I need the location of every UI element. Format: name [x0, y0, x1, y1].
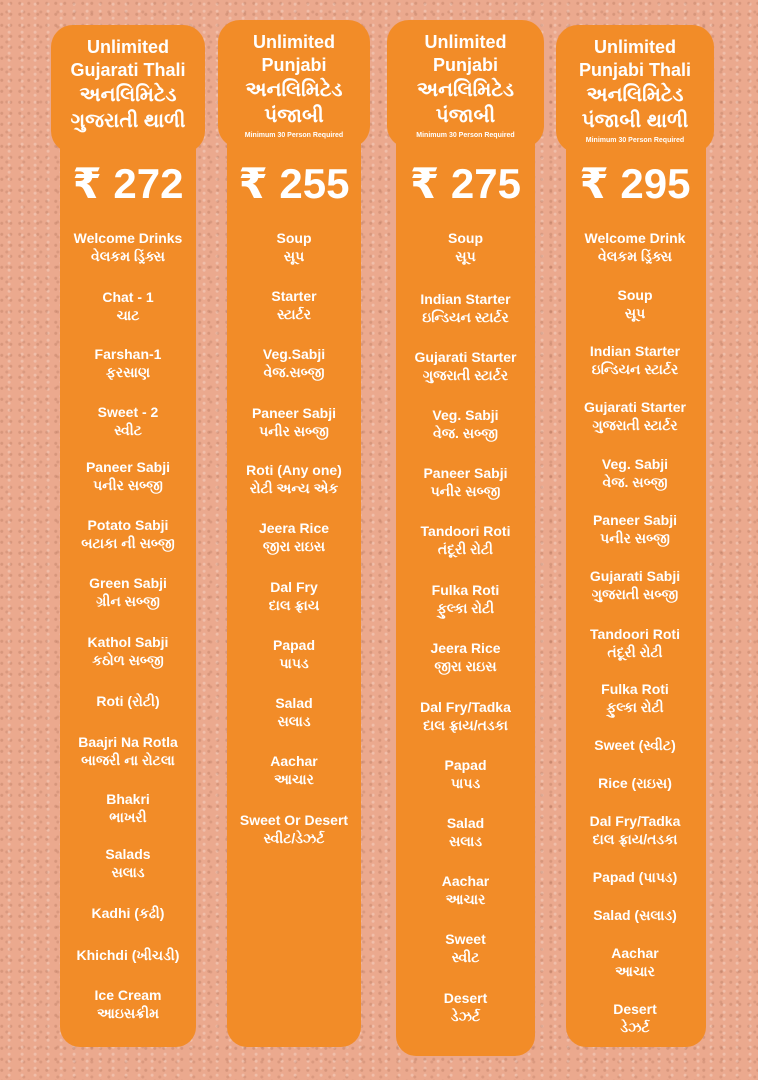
- menu-item: [51, 574, 205, 611]
- thali-title-english: Gujarati Thali: [70, 60, 186, 80]
- menu-item: [218, 519, 370, 556]
- menu-item: [387, 290, 544, 327]
- menu-item-english: Farshan-1: [94, 346, 162, 362]
- menu-item: [51, 790, 205, 827]
- menu-item-gujarati: વેલકમ ડ્રિંક્સ: [598, 248, 672, 264]
- menu-column-3: [387, 20, 544, 1056]
- menu-item: [51, 692, 205, 710]
- menu-item-english: Roti (રોટી): [96, 693, 160, 709]
- thali-title-english: Punjabi Thali: [578, 60, 691, 80]
- menu-item-english: Indian Starter: [420, 291, 511, 307]
- menu-item-english: Desert: [443, 990, 488, 1006]
- menu-item: [51, 458, 205, 495]
- thali-price: ₹ 272: [72, 160, 184, 207]
- menu-item: [51, 633, 205, 670]
- menu-item-gujarati: પનીર સબ્જી: [600, 530, 670, 546]
- menu-item-english: Gujarati Starter: [414, 349, 517, 365]
- menu-item-english: Tandoori Roti: [590, 626, 680, 642]
- menu-column-1: [51, 25, 205, 1052]
- menu-item: [387, 756, 544, 793]
- menu-item-english: Sweet Or Desert: [239, 812, 349, 828]
- menu-item: [51, 345, 205, 382]
- menu-item: [387, 581, 544, 618]
- menu-item: [387, 464, 544, 501]
- menu-column-2: [218, 20, 370, 1047]
- thali-title-english: Unlimited: [593, 37, 676, 57]
- menu-item-english: Dal Fry: [270, 579, 318, 595]
- menu-item-gujarati: વેજ.સબ્જી: [263, 364, 325, 380]
- menu-item-english: Paneer Sabji: [423, 465, 508, 481]
- menu-item-gujarati: ગ્રીન સબ્જી: [96, 593, 160, 609]
- menu-item-gujarati: સૂપ: [455, 248, 476, 264]
- menu-item-gujarati: આચાર: [445, 891, 486, 907]
- menu-item: [51, 403, 205, 440]
- menu-item: [556, 511, 714, 548]
- menu-item: [218, 345, 370, 382]
- menu-item-english: Paneer Sabji: [592, 512, 678, 528]
- thali-title-gujarati: પંજાબી: [435, 105, 496, 127]
- menu-item: [218, 404, 370, 441]
- menu-column-header: [218, 20, 370, 148]
- menu-column-4: [556, 25, 714, 1052]
- menu-item: [556, 229, 714, 266]
- menu-item-gujarati: ડેઝર્ટ: [450, 1008, 481, 1024]
- menu-item-english: Veg.Sabji: [262, 346, 326, 362]
- menu-item-english: Veg. Sabji: [432, 407, 499, 423]
- menu-item-english: Starter: [271, 288, 317, 304]
- menu-item-gujarati: બાજરી ના રોટલા: [81, 752, 175, 768]
- menu-item-english: Paneer Sabji: [85, 459, 171, 475]
- menu-item-english: Fulka Roti: [601, 681, 669, 697]
- menu-item-english: Sweet (સ્વીટ): [594, 737, 676, 753]
- menu-item-gujarati: આચાર: [274, 771, 314, 787]
- menu-item: [218, 229, 370, 266]
- menu-item-gujarati: સલાડ: [277, 713, 311, 729]
- menu-item-english: Aachar: [611, 945, 659, 961]
- menu-item: [556, 286, 714, 323]
- menu-item-english: Aachar: [270, 753, 318, 769]
- menu-item-english: Gujarati Starter: [584, 399, 686, 415]
- menu-item-gujarati: રોટી અન્ય એક: [249, 480, 339, 496]
- menu-item: [387, 814, 544, 851]
- menu-item: [51, 733, 205, 770]
- menu-item-english: Kadhi (કઢી): [91, 905, 165, 921]
- menu-item-gujarati: તંદૂરી રોટી: [607, 644, 663, 660]
- menu-item: [387, 639, 544, 676]
- menu-item: [387, 348, 544, 385]
- menu-item-english: Aachar: [441, 873, 490, 889]
- menu-item: [51, 904, 205, 922]
- menu-item-english: Baajri Na Rotla: [78, 734, 178, 750]
- menu-item: [556, 455, 714, 492]
- menu-item-english: Khichdi (ખીચડી): [76, 947, 180, 963]
- menu-item: [556, 398, 714, 435]
- menu-item-gujarati: સ્વીટ/ડેઝર્ટ: [263, 830, 325, 846]
- menu-item: [556, 1000, 714, 1037]
- menu-item-english: Sweet - 2: [97, 404, 159, 420]
- thali-price: ₹ 275: [410, 160, 521, 207]
- menu-column-header: [51, 25, 205, 153]
- thali-title-gujarati: અનલિમિટેડ: [79, 84, 177, 106]
- menu-item-english: Salad (સલાડ): [593, 907, 677, 923]
- menu-item-gujarati: દાલ ફ્રાય/તડકા: [423, 717, 508, 733]
- menu-item-gujarati: સલાડ: [448, 833, 483, 849]
- menu-item-english: Roti (Any one): [246, 462, 342, 478]
- menu-item-gujarati: સૂપ: [283, 248, 305, 264]
- menu-item-gujarati: પનીર સબ્જી: [430, 483, 501, 499]
- menu-item-gujarati: ગુજરાતી સ્ટાર્ટર: [592, 417, 678, 433]
- menu-item: [218, 461, 370, 498]
- menu-item: [218, 694, 370, 731]
- menu-item: [387, 406, 544, 443]
- menu-item: [556, 812, 714, 849]
- menu-item-gujarati: ફુલ્કા રોટી: [606, 699, 664, 715]
- menu-item-english: Kathol Sabji: [87, 634, 169, 650]
- menu-item-gujarati: ડેઝર્ટ: [620, 1019, 650, 1035]
- menu-item: [556, 567, 714, 604]
- menu-item-gujarati: સ્ટાર્ટર: [277, 306, 311, 322]
- menu-item-english: Tandoori Roti: [420, 523, 511, 539]
- menu-column-header: [556, 25, 714, 153]
- menu-item: [218, 752, 370, 789]
- thali-title-gujarati: અનલિમિટેડ: [586, 84, 684, 106]
- menu-item-gujarati: વેજ. સબ્જી: [433, 425, 498, 441]
- menu-item-gujarati: કઠોળ સબ્જી: [92, 652, 164, 668]
- menu-item: [387, 930, 544, 967]
- menu-item-gujarati: ગુજરાતી સ્ટાર્ટર: [422, 367, 509, 383]
- thali-title-english: Punjabi: [432, 55, 498, 75]
- thali-title-gujarati: અનલિમિટેડ: [417, 79, 514, 101]
- menu-column-header: [387, 20, 544, 148]
- menu-item: [556, 944, 714, 981]
- menu-item-gujarati: ભાખરી: [109, 809, 147, 825]
- menu-item-english: Welcome Drink: [584, 230, 686, 246]
- menu-item-english: Soup: [617, 287, 653, 303]
- menu-item-english: Gujarati Sabji: [589, 568, 681, 584]
- thali-title-gujarati: ગુજરાતી થાળી: [70, 110, 186, 132]
- menu-item-gujarati: ઇન્ડિયન સ્ટાર્ટર: [591, 361, 679, 377]
- menu-item-english: Bhakri: [106, 791, 150, 807]
- menu-item-gujarati: પાપડ: [279, 655, 309, 671]
- thali-title-english: Punjabi: [261, 55, 327, 75]
- menu-item-english: Chat - 1: [102, 289, 154, 305]
- menu-item-gujarati: આચાર: [615, 963, 655, 979]
- menu-item: [218, 811, 370, 848]
- menu-item-gujarati: આઇસક્રીમ: [97, 1005, 159, 1021]
- thali-title-english: Unlimited: [424, 32, 507, 52]
- menu-item-gujarati: સ્વીટ: [451, 949, 480, 965]
- thali-price: ₹ 295: [579, 160, 691, 207]
- menu-item: [51, 946, 205, 964]
- menu-item: [387, 989, 544, 1026]
- menu-item-english: Soup: [448, 230, 483, 246]
- menu-item-english: Veg. Sabji: [601, 456, 669, 472]
- menu-item-gujarati: બટાકા ની સબ્જી: [81, 535, 175, 551]
- menu-item: [556, 342, 714, 379]
- menu-item-gujarati: જીરા રાઇસ: [262, 538, 326, 554]
- menu-item-english: Salad: [275, 695, 313, 711]
- menu-item: [387, 229, 544, 266]
- menu-item-gujarati: વેજ. સબ્જી: [602, 474, 668, 490]
- menu-item-gujarati: ચાટ: [116, 307, 140, 323]
- menu-item: [556, 625, 714, 662]
- menu-item: [556, 906, 714, 924]
- menu-item-english: Soup: [276, 230, 312, 246]
- menu-item-gujarati: દાલ ફ્રાય: [268, 597, 320, 613]
- minimum-persons-note: Minimum 30 Person Required: [244, 132, 344, 139]
- menu-item-english: Paneer Sabji: [251, 405, 337, 421]
- menu-item: [51, 516, 205, 553]
- menu-item-english: Rice (રાઇસ): [598, 775, 672, 791]
- menu-item-gujarati: ફરસાણ: [105, 364, 151, 380]
- minimum-persons-note: Minimum 30 Person Required: [416, 132, 515, 139]
- menu-item-english: Papad (પાપડ): [592, 869, 678, 885]
- menu-item-gujarati: તંદૂરી રોટી: [437, 541, 494, 557]
- menu-item-gujarati: સ્વીટ: [114, 422, 142, 438]
- menu-item: [218, 578, 370, 615]
- menu-item-gujarati: ઇન્ડિયન સ્ટાર્ટર: [422, 309, 509, 325]
- menu-item: [387, 522, 544, 559]
- menu-item: [556, 868, 714, 886]
- menu-item-gujarati: પનીર સબ્જી: [93, 477, 163, 493]
- menu-item-english: Papad: [272, 637, 315, 653]
- menu-item: [218, 287, 370, 324]
- thali-title-gujarati: પંજાબી: [264, 105, 324, 127]
- menu-item: [387, 872, 544, 909]
- menu-item-gujarati: પનીર સબ્જી: [259, 423, 329, 439]
- thali-title-gujarati: પંજાબી થાળી: [581, 110, 689, 132]
- menu-item-gujarati: સૂપ: [624, 305, 646, 321]
- menu-item-english: Potato Sabji: [87, 517, 169, 533]
- menu-item-english: Salads: [105, 846, 151, 862]
- menu-item-gujarati: ફુલ્કા રોટી: [436, 600, 495, 616]
- menu-item-english: Sweet: [445, 931, 486, 947]
- thali-title-gujarati: અનલિમિટેડ: [245, 79, 343, 101]
- menu-item-gujarati: દાલ ફ્રાય/તડકા: [592, 831, 678, 847]
- menu-item-english: Ice Cream: [94, 987, 162, 1003]
- menu-item-english: Jeera Rice: [258, 520, 330, 536]
- menu-item-gujarati: વેલકમ ડ્રિંક્સ: [91, 248, 165, 264]
- menu-item-english: Desert: [613, 1001, 657, 1017]
- menu-item-english: Jeera Rice: [430, 640, 501, 656]
- menu-item-english: Welcome Drinks: [73, 230, 183, 246]
- menu-item-gujarati: જીરા રાઇસ: [434, 658, 497, 674]
- minimum-persons-note: Minimum 30 Person Required: [585, 137, 685, 144]
- menu-item: [51, 986, 205, 1023]
- menu-item: [51, 229, 205, 266]
- menu-item: [51, 288, 205, 325]
- menu-item-english: Papad: [444, 757, 487, 773]
- menu-item-english: Fulka Roti: [431, 582, 500, 598]
- menu-item-english: Dal Fry/Tadka: [589, 813, 681, 829]
- menu-item: [556, 736, 714, 754]
- thali-price: ₹ 255: [238, 160, 350, 207]
- menu-item-gujarati: પાપડ: [450, 775, 481, 791]
- menu-item-gujarati: ગુજરાતી સબ્જી: [591, 586, 679, 602]
- menu-item-gujarati: સલાડ: [111, 864, 145, 880]
- thali-title-english: Unlimited: [86, 37, 169, 57]
- menu-item: [556, 774, 714, 792]
- menu-item: [556, 680, 714, 717]
- menu-item: [387, 698, 544, 735]
- menu-item: [218, 636, 370, 673]
- menu-item-english: Indian Starter: [589, 343, 681, 359]
- menu-item-english: Salad: [446, 815, 485, 831]
- menu-item-english: Green Sabji: [89, 575, 167, 591]
- menu-item-english: Dal Fry/Tadka: [420, 699, 511, 715]
- menu-item: [51, 845, 205, 882]
- thali-title-english: Unlimited: [252, 32, 335, 52]
